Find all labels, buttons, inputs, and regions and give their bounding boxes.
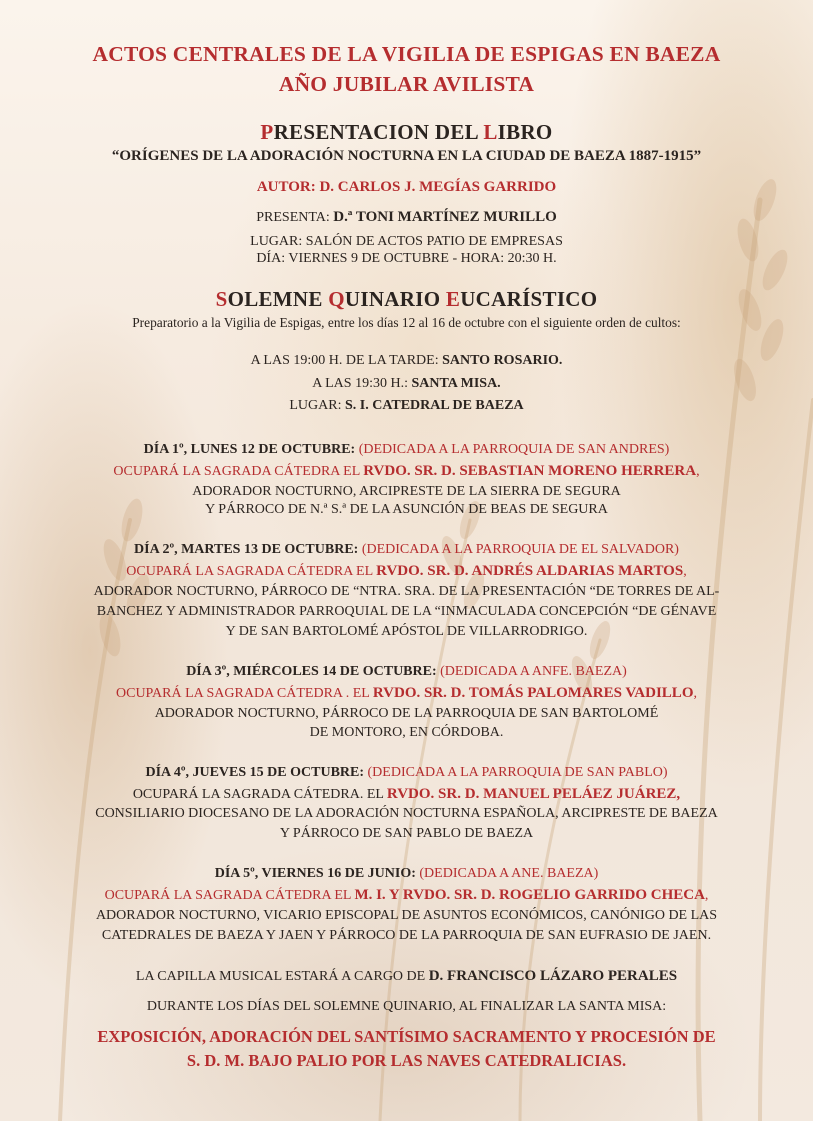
misa-label: A LAS 19:30 H.: xyxy=(312,376,412,391)
day-5-preacher: M. I. Y RVDO. SR. D. ROGELIO GARRIDO CHECA xyxy=(354,887,705,903)
day-5-dedication: (DEDICADA A ANE. BAEZA) xyxy=(419,866,599,881)
misa-line xyxy=(0,376,813,392)
day-3-ocupa: OCUPARÁ LA SAGRADA CÁTEDRA . EL xyxy=(116,686,373,701)
day-1-dedication: (DEDICADA A LA PARROQUIA DE SAN ANDRES) xyxy=(358,442,670,457)
presenter-label: PRESENTA: xyxy=(256,210,334,225)
rosario-label: A LAS 19:00 H. DE LA TARDE: xyxy=(250,353,443,368)
presenter-name: D.ª TONI MARTÍNEZ MURILLO xyxy=(333,209,557,225)
day-1-desc-1: ADORADOR NOCTURNO, ARCIPRESTE DE LA SIERRA DE SEGURA xyxy=(192,484,621,499)
book-title: “ORÍGENES DE LA ADORACIÓN NOCTURNA EN LA CIUDAD DE BAEZA 1887-1915” xyxy=(111,148,702,164)
day-5-ocupa: OCUPARÁ LA SAGRADA CÁTEDRA EL xyxy=(104,888,355,903)
day-3-preacher-line xyxy=(0,685,813,702)
day-1-preacher: RVDO. SR. D. SEBASTIAN MORENO HERRERA xyxy=(363,463,697,479)
presentacion-title xyxy=(0,120,813,145)
day-2-desc-3: Y DE SAN BARTOLOMÉ APÓSTOL DE VILLARRODRIGO. xyxy=(225,624,588,639)
rosario-line xyxy=(0,353,813,369)
day-4-date: DÍA 4º, JUEVES 15 DE OCTUBRE: xyxy=(145,765,368,780)
quinario-place-value: S. I. CATEDRAL DE BAEZA xyxy=(344,398,524,413)
day-4-ocupa: OCUPARÁ LA SAGRADA CÁTEDRA. EL xyxy=(132,787,387,802)
day-3-dedication: (DEDICADA A ANFE. BAEZA) xyxy=(440,664,627,679)
quinario-part1: OLEMNE xyxy=(227,287,329,311)
quinario-initial-e: E xyxy=(445,287,461,311)
exposicion-line-1: EXPOSICIÓN, ADORACIÓN DEL SANTÍSIMO SACRAMENTO Y PROCESIÓN DE xyxy=(97,1027,716,1046)
day-2-comma: , xyxy=(683,564,687,579)
day-4-preacher-line xyxy=(0,786,813,803)
presentacion-title-part1: RESENTACION DEL xyxy=(273,120,484,144)
day-5-desc-1: ADORADOR NOCTURNO, VICARIO EPISCOPAL DE ASUNTOS ECONÓMICOS, CANÓNIGO DE LAS xyxy=(95,908,718,923)
book-author: AUTOR: D. CARLOS J. MEGÍAS GARRIDO xyxy=(256,179,557,195)
day-2-desc-1: ADORADOR NOCTURNO, PÁRROCO DE “NTRA. SRA. DE LA PRESENTACIÓN “DE TORRES DE AL- xyxy=(93,584,720,599)
day-2-dedication: (DEDICADA A LA PARROQUIA DE EL SALVADOR) xyxy=(361,542,679,557)
quinario-part2: UINARIO xyxy=(344,287,446,311)
presentacion-title-initial-l: L xyxy=(483,120,498,144)
day-5-comma: , xyxy=(704,888,709,903)
day-1-heading xyxy=(0,442,813,458)
day-3-comma: , xyxy=(693,686,697,701)
durante-line: DURANTE LOS DÍAS DEL SOLEMNE QUINARIO, AL FINALIZAR LA SANTA MISA: xyxy=(146,999,667,1014)
day-5-preacher-line xyxy=(0,887,813,904)
day-4-desc-1: CONSILIARIO DIOCESANO DE LA ADORACIÓN NOCTURNA ESPAÑOLA, ARCIPRESTE DE BAEZA xyxy=(95,806,718,821)
day-3-preacher: RVDO. SR. D. TOMÁS PALOMARES VADILLO xyxy=(372,685,694,701)
exposicion-line-2: S. D. M. BAJO PALIO POR LAS NAVES CATEDRALICIAS. xyxy=(186,1051,627,1070)
day-1-ocupa: OCUPARÁ LA SAGRADA CÁTEDRA EL xyxy=(113,464,364,479)
capilla-label: LA CAPILLA MUSICAL ESTARÁ A CARGO DE xyxy=(135,969,429,984)
day-4-dedication: (DEDICADA A LA PARROQUIA DE SAN PABLO) xyxy=(367,765,668,780)
day-3-heading xyxy=(0,664,813,680)
presentation-place: LUGAR: SALÓN DE ACTOS PATIO DE EMPRESAS xyxy=(250,234,563,249)
misa-value: SANTA MISA. xyxy=(411,376,501,391)
day-4-heading xyxy=(0,765,813,781)
day-2-date: DÍA 2º, MARTES 13 DE OCTUBRE: xyxy=(134,542,362,557)
quinario-intro: Preparatorio a la Vigilia de Espigas, entre los días 12 al 16 de octubre con el siguiente orden de cultos: xyxy=(132,315,681,330)
day-3-date: DÍA 3º, MIÉRCOLES 14 DE OCTUBRE: xyxy=(186,664,441,679)
capilla-line xyxy=(0,968,813,985)
presentacion-title-initial-p: P xyxy=(260,120,274,144)
day-5-date: DÍA 5º, VIERNES 16 DE JUNIO: xyxy=(214,866,420,881)
quinario-title xyxy=(0,287,813,312)
header-title-line1: ACTOS CENTRALES DE LA VIGILIA DE ESPIGAS EN BAEZA xyxy=(92,42,721,66)
header-title-line2: AÑO JUBILAR AVILISTA xyxy=(278,72,535,96)
day-2-heading xyxy=(0,542,813,558)
day-2-preacher: RVDO. SR. D. ANDRÉS ALDARIAS MARTOS xyxy=(376,563,684,579)
day-1-preacher-line xyxy=(0,463,813,480)
day-5-heading xyxy=(0,866,813,882)
day-5-desc-2: CATEDRALES DE BAEZA Y JAEN Y PÁRROCO DE LA PARROQUIA DE SAN EUFRASIO DE JAEN. xyxy=(101,928,712,943)
day-2-ocupa: OCUPARÁ LA SAGRADA CÁTEDRA EL xyxy=(126,564,377,579)
day-1-comma: , xyxy=(696,464,700,479)
day-4-preacher: RVDO. SR. D. MANUEL PELÁEZ JUÁREZ, xyxy=(386,786,681,802)
quinario-initial-s: S xyxy=(215,287,228,311)
capilla-name: D. FRANCISCO LÁZARO PERALES xyxy=(428,968,678,984)
day-4-desc-2: Y PÁRROCO DE SAN PABLO DE BAEZA xyxy=(279,826,534,841)
presentation-date: DÍA: VIERNES 9 DE OCTUBRE - HORA: 20:30 H. xyxy=(256,251,557,266)
day-2-preacher-line xyxy=(0,563,813,580)
rosario-value: SANTO ROSARIO. xyxy=(442,353,563,368)
presenter-line xyxy=(0,208,813,226)
day-3-desc-1: ADORADOR NOCTURNO, PÁRROCO DE LA PARROQUIA DE SAN BARTOLOMÉ xyxy=(154,706,659,721)
day-1-desc-2: Y PÁRROCO DE N.ª S.ª DE LA ASUNCIÓN DE BEAS DE SEGURA xyxy=(205,502,608,517)
quinario-place-line xyxy=(0,398,813,414)
day-1-date: DÍA 1º, LUNES 12 DE OCTUBRE: xyxy=(143,442,359,457)
day-2-desc-2: BANCHEZ Y ADMINISTRADOR PARROQUIAL DE LA “INMACULADA CONCEPCIÓN “DE GÉNAVE xyxy=(96,604,717,619)
quinario-part3: UCARÍSTICO xyxy=(460,287,598,311)
presentacion-title-part2: IBRO xyxy=(497,120,553,144)
quinario-place-label: LUGAR: xyxy=(289,398,345,413)
day-3-desc-2: DE MONTORO, EN CÓRDOBA. xyxy=(309,725,504,740)
quinario-initial-q: Q xyxy=(328,287,345,311)
